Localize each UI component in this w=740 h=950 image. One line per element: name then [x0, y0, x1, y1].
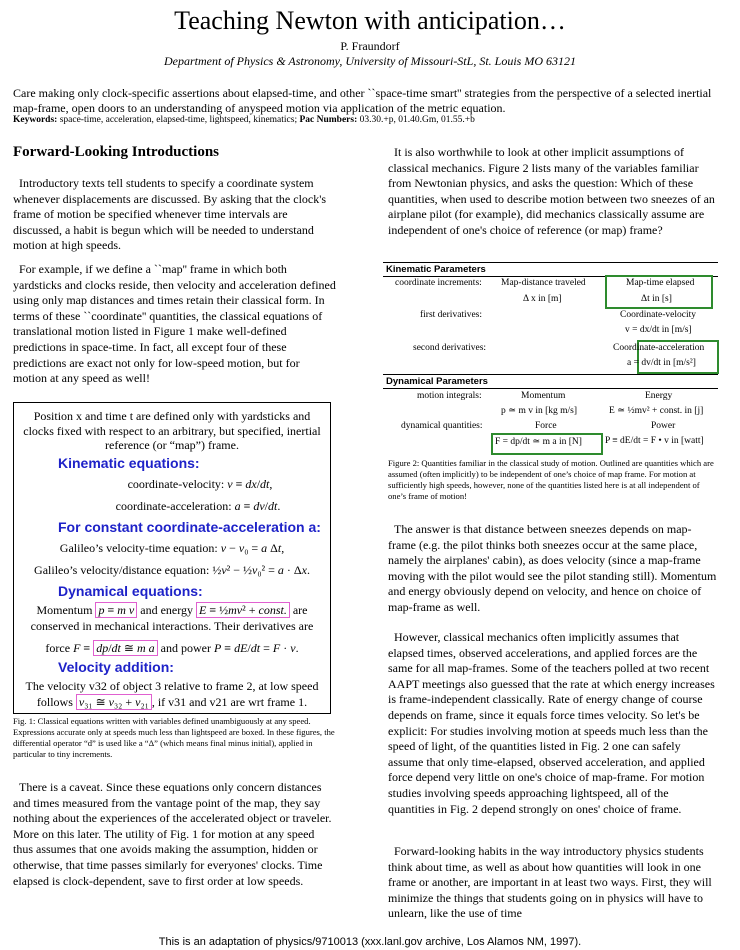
fig2-coordinate-acceleration: Coordinate-acceleration	[613, 343, 705, 353]
fig2-momentum-formula: p ≃ m v in [kg m/s]	[501, 406, 578, 416]
footer-note: This is an adaptation of physics/9710013 (xxx.lanl.gov archive, Los Alamos NM, 1997).	[158, 936, 582, 948]
pacs-numbers: 03.30.+p, 01.40.Gm, 01.55.+b	[359, 115, 475, 125]
fig1-velocity-formula: follows v₃₁ ≅ v₃₂ + v₂₁ , if v31 and v21 are wrt frame 1.	[36, 695, 308, 709]
figure-1	[13, 402, 331, 714]
fig1-intro-line-1: Position x and time t are defined only with yardsticks and	[33, 409, 311, 423]
fig1-conserved: conserved in mechanical interactions. Their derivatives are	[30, 619, 314, 633]
fig1-intro-line-3: reference (or “map”) frame.	[105, 438, 239, 452]
right-paragraph-3: However, classical mechanics often implicitly assumes that elapsed times, observed accelerations, and applied forces are the same for all map-frames. Some of the teachers polled at two recent AAPT meetings also guessed that the rate at which energy increases is frame-independent classically. Rate of energy change of course depends on frame, since it equals force times velocity. So let's be explicit: For studies involving motion at speeds much less than the speed of light, of the quantities listed in Fig. 2 one can safely assume that only time-elapsed, observed acceleration, and applied force depend very little on one's choice of map-frame. For motion studies involving speeds approaching lightspeed, all of the quantities in Fig. 2 depend strongly on ones' choice of frame.	[388, 630, 715, 816]
fig2-rule-4	[383, 388, 718, 389]
fig2-dynamical-quantities: dynamical quantities:	[401, 421, 483, 431]
left-paragraph-1: Introductory texts tell students to specify a coordinate system whenever displacements are discussed. By asking that the clock's frame of motion be specified whenever time intervals are discussed, a habit is begun which will be needed to understand motion at high speeds.	[13, 176, 327, 253]
fig1-galileo-vd: Galileo’s velocity/distance equation: ½v² − ½v₀² = a · Δx.	[34, 563, 310, 577]
figure-2-caption: Figure 2: Quantities familiar in the classical study of motion. Outlined are quantities which are assumed (often implicitly) to be independent of one’s choice of map frame. For motion at sufficiently high speeds, however, none of the quantities listed here is at all independent of one’s frame of motion!	[388, 458, 714, 501]
left-paragraph-2: For example, if we define a ``map'' frame in which both yardsticks and clocks reside, then velocity and acceleration defined using only map distances and times retain their classical form. In terms of these ``coordinate'' quantities, the classical equations of translational motion listed in Figure 1 make well-defined predictions in space-time. In fact, all except four of these predictions are exact not only for low-speed motion, but for motion at any speed as well!	[13, 262, 336, 386]
fig2-motion-integrals: motion integrals:	[417, 391, 482, 401]
fig1-force-power: force F ≡ dp/dt ≅ m a and power P ≡ dE/dt = F · v.	[45, 641, 299, 655]
fig2-rule-3	[383, 374, 718, 375]
section-heading: Forward-Looking Introductions	[13, 144, 220, 160]
fig2-power-formula: P ≡ dE/dt = F • v in [watt]	[605, 436, 704, 446]
fig2-acceleration-formula: a = dv/dt in [m/s²]	[627, 358, 696, 368]
fig2-energy: Energy	[645, 391, 673, 401]
fig1-velocity-text: The velocity v32 of object 3 relative to frame 2, at low speed	[25, 679, 319, 693]
fig2-coord-increments: coordinate increments:	[395, 278, 482, 288]
fig2-energy-formula: E ≃ ½mv² + const. in [j]	[609, 406, 704, 416]
author: P. Fraundorf	[340, 39, 400, 53]
right-paragraph-1: It is also worthwhile to look at other implicit assumptions of classical mechanics. Figure 2 lists many of the variables familiar from Newtonian physics, and asks the question: Which of these quantities, when used to describe motion between two sneezes of an airplane pilot (for example), did mechanics classically assume are independent of one's choice of reference (or map) frame?	[388, 145, 715, 237]
fig2-power: Power	[651, 421, 676, 431]
figure-2	[383, 262, 718, 454]
fig2-top-rule	[383, 262, 718, 263]
fig2-momentum: Momentum	[521, 391, 566, 401]
right-paragraph-2: The answer is that distance between sneezes depends on map-frame (e.g. the pilot thinks both sneezes occur at the same place, namely the airplanes' cabin), as does velocity (since a map-frame moving with the pilot would see the pilot standing still). Momentum and energy obviously depend on velocity, and hence on choice of map-frame as well.	[388, 522, 717, 614]
fig1-galileo-vt: Galileo’s velocity-time equation: v − v₀ = a Δt,	[59, 541, 285, 555]
fig2-map-time-symbol: Δt in [s]	[641, 294, 672, 304]
right-paragraph-4: Forward-looking habits in the way introductory physics students think about time, as well as about how quantities will look in one frame or another, are important in at least two ways. First, they will minimize the things that students going on in physics will have to unlearn, like the use of time	[388, 844, 712, 921]
fig2-map-distance: Map-distance traveled	[501, 278, 586, 288]
fig2-first-derivatives: first derivatives:	[420, 310, 482, 320]
left-paragraph-3: There is a caveat. Since these equations only concern distances and times measured from the vantage point of the map, they say nothing about the experiences of the accelerated object or traveler. More on this later. The utility of Fig. 1 for motion at any speed thus assumes that one avoids making the assumption, hidden or otherwise, that time passes similarly for everyones' clocks. Time elapsed is clock-dependent, save to first order at low speeds.	[13, 780, 332, 888]
fig2-map-time: Map-time elapsed	[626, 278, 695, 288]
fig1-heading-kinematic: Kinematic equations:	[58, 455, 200, 471]
fig1-heading-velocity: Velocity addition:	[58, 659, 174, 675]
keywords: space-time, acceleration, elapsed-time, lightspeed, kinematics;	[59, 115, 298, 125]
fig2-coordinate-velocity: Coordinate-velocity	[620, 310, 696, 320]
fig1-coord-velocity: coordinate-velocity: v ≡ dx/dt,	[127, 477, 273, 491]
fig1-intro-line-2: clocks fixed with respect to an arbitrary, but specified, inertial	[23, 424, 321, 438]
keywords-line	[13, 115, 725, 125]
fig2-force-formula: F = dp/dt ≃ m a in [N]	[495, 437, 582, 447]
fig1-coord-acceleration: coordinate-acceleration: a ≡ dv/dt.	[115, 499, 281, 513]
fig2-map-distance-symbol: Δ x in [m]	[523, 294, 562, 304]
keywords-label: Keywords:	[13, 115, 58, 125]
fig2-second-derivatives: second derivatives:	[413, 343, 487, 353]
fig2-velocity-formula: v = dx/dt in [m/s]	[625, 325, 692, 335]
pacs-label: Pac Numbers:	[299, 115, 358, 125]
fig2-kinematic-header: Kinematic Parameters	[386, 264, 486, 275]
figure-1-caption: Fig. 1: Classical equations written with variables defined unambiguously at any speed. Expressions accurate only at speeds much less than lightspeed are boxed. In these figures, the differential operator “d” is used like a “Δ” (which means final minus initial), applied in particular to tiny increments.	[13, 716, 335, 759]
fig1-heading-constant: For constant coordinate-acceleration a:	[58, 519, 321, 535]
affiliation: Department of Physics & Astronomy, University of Missouri-StL, St. Louis MO 63121	[164, 54, 576, 68]
fig2-dynamical-header: Dynamical Parameters	[386, 376, 488, 387]
fig2-force: Force	[535, 421, 557, 431]
paper-title: Teaching Newton with anticipation…	[174, 6, 566, 35]
fig1-momentum-energy: Momentum p ≡ m v and energy E ≡ ½mv² + const. are	[36, 603, 308, 617]
fig1-heading-dynamical: Dynamical equations:	[58, 583, 203, 599]
abstract: Care making only clock-specific assertions about elapsed-time, and other ``space-time smart'' strategies from the perspective of a selected inertial map-frame, open doors to an understanding of anyspeed motion via application of the metric equation.	[13, 86, 712, 115]
